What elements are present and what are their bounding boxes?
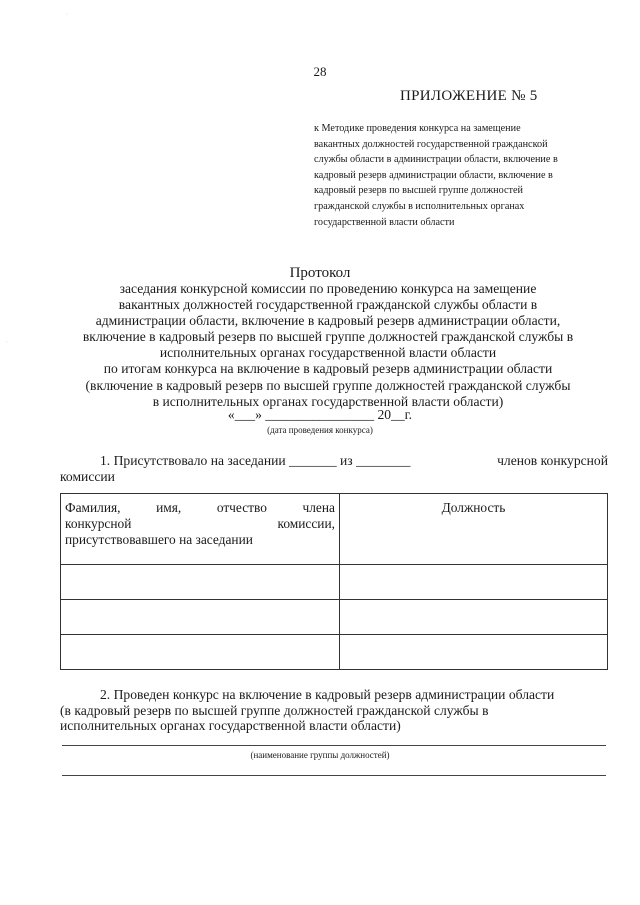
protocol-line: вакантных должностей государственной гражданской службы области в (118, 297, 538, 313)
header-word: конкурсной (65, 516, 132, 531)
methodic-line: кадровый резерв администрации области, включение в (314, 169, 553, 181)
fill-in-line (62, 775, 606, 776)
methodic-line: кадровый резерв по высшей группе должностей (314, 185, 523, 197)
table-row (61, 635, 608, 670)
header-word: имя, (156, 500, 182, 515)
protocol-line: (включение в кадровый резерв по высшей группе должностей гражданской службы (85, 377, 571, 393)
section-2-contest (60, 687, 608, 734)
table-header-row (61, 494, 608, 565)
section-2-line: исполнительных органах государственной власти области) (60, 718, 401, 733)
table-cell (340, 635, 608, 670)
methodic-line: службы области в администрации области, включение в (314, 154, 558, 166)
methodic-line: вакантных должностей государственной гражданской (314, 138, 548, 150)
attendance-text: 1. Присутствовало на заседании _______ из ________ (100, 453, 411, 468)
table-cell (340, 565, 608, 600)
protocol-line: администрации области, включение в кадровый резерв администрации области, (95, 313, 561, 329)
header-word: отчество (216, 500, 267, 515)
header-word: Фамилия, (65, 500, 121, 515)
scan-mark: · (6, 340, 8, 346)
header-cell-name (61, 494, 340, 565)
protocol-title: Протокол (289, 265, 351, 281)
protocol-line: по итогам конкурса на включение в кадровый резерв администрации области (103, 361, 553, 377)
table-cell (61, 600, 340, 635)
date-caption: (дата проведения конкурса) (267, 425, 373, 435)
protocol-line: в исполнительных органах государственной власти области) (152, 393, 504, 409)
appendix-title: ПРИЛОЖЕНИЕ № 5 (400, 88, 538, 104)
attendance-text-end: членов конкурсной (497, 453, 608, 468)
group-caption: (наименование группы должностей) (250, 750, 390, 760)
protocol-line: заседания конкурсной комиссии по проведению конкурса на замещение (119, 281, 537, 296)
section-2-line: 2. Проведен конкурс на включение в кадровый резерв администрации области (100, 687, 555, 702)
table-row (61, 600, 608, 635)
section-2-line: (в кадровый резерв по высшей группе должностей гражданской службы в (60, 702, 489, 718)
table-cell (61, 635, 340, 670)
protocol-line: исполнительных органах государственной власти области (159, 345, 497, 361)
table-cell (61, 565, 340, 600)
methodic-line: к Методике проведения конкурса на замещение (314, 123, 521, 134)
header-word: члена (302, 500, 335, 515)
protocol-line: включение в кадровый резерв по высшей группе должностей гражданской службы в (82, 329, 574, 345)
header-line: присутствовавшего на заседании (65, 532, 253, 547)
methodic-line: государственной власти области (314, 216, 455, 228)
date-line: «___» ________________ 20__г. (227, 407, 413, 422)
header-word: комиссии, (277, 516, 335, 531)
section-1-attendance (60, 453, 608, 485)
table-row (61, 565, 608, 600)
methodic-line: гражданской службы в исполнительных органах (314, 200, 525, 212)
table-cell (340, 600, 608, 635)
fill-in-line (62, 745, 606, 746)
scan-mark: · (66, 12, 68, 18)
protocol-subtitle (50, 281, 606, 410)
page-number: 28 (313, 64, 327, 79)
members-table (60, 493, 608, 670)
methodic-reference (314, 121, 602, 230)
attendance-text-line2: комиссии (60, 469, 115, 484)
header-cell-position: Должность (340, 494, 608, 565)
